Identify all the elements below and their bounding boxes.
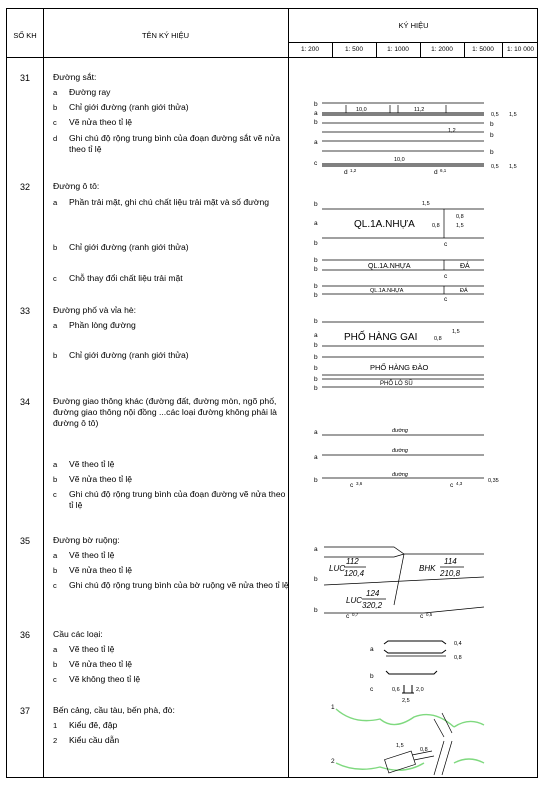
svg-text:b: b [314, 283, 318, 290]
road-label: ĐÁ [460, 288, 468, 294]
row-number: 36 [19, 630, 30, 640]
dimension-label: 1,5 [509, 112, 517, 118]
dimension-label: 2,5 [402, 698, 410, 704]
parcel-label: 120,4 [344, 569, 365, 578]
dimension-label: 0,35 [488, 478, 499, 484]
bridge-symbol [370, 641, 462, 704]
width-note: 3,6 [356, 481, 363, 486]
svg-text:c: c [444, 241, 448, 248]
list-item: c Vẽ nửa theo tỉ lệ [53, 117, 133, 127]
width-note: 4,3 [456, 481, 463, 486]
svg-text:b: b [314, 385, 318, 392]
list-item: c Ghi chú độ rộng trung bình của bờ ruộng vẽ nửa theo tỉ lệ [53, 580, 289, 590]
svg-text:a: a [314, 139, 318, 146]
column-divider [43, 9, 44, 777]
svg-text:LUC: LUC [329, 564, 346, 573]
variant-number: 2 [331, 758, 335, 765]
list-item: b Chỉ giới đường (ranh giới thửa) [53, 242, 189, 252]
row-title: Bến cảng, cầu tàu, bến phà, đò: [53, 705, 175, 715]
road-note: đường [392, 472, 408, 478]
width-note: d [344, 169, 348, 176]
list-item: 2 Kiểu cầu dẫn [53, 735, 120, 745]
row-number: 33 [19, 306, 30, 316]
width-note: 0,5 [426, 612, 433, 617]
dimension-label: 1,5 [422, 201, 430, 207]
list-item: b Chỉ giới đường (ranh giới thửa) [53, 102, 189, 112]
list-item: b Vẽ nửa theo tỉ lệ [53, 565, 133, 575]
svg-text:b: b [370, 673, 374, 680]
street-label: PHỐ LÒ SŨ [380, 381, 413, 387]
street-label: PHỐ HÀNG ĐÀO [370, 363, 429, 372]
svg-text:c: c [444, 273, 448, 280]
header-number: SỐ KH [13, 31, 37, 40]
road-label: QL.1A.NHỰA [354, 219, 415, 230]
dimension-label: 0,6 [392, 687, 400, 693]
scale-label: 1: 500 [344, 46, 364, 53]
scale-label: 1: 10 000 [506, 46, 535, 53]
parcel-label: 114 [444, 557, 457, 566]
dimension-label: 1,5 [456, 223, 464, 229]
svg-text:c: c [314, 160, 318, 167]
svg-text:BHK: BHK [419, 564, 436, 573]
dimension-label: 11,2 [414, 107, 425, 113]
svg-text:b: b [314, 240, 318, 247]
list-item: c Chỗ thay đổi chất liệu trải mặt [53, 273, 183, 283]
parcel-label: 124 [366, 589, 380, 598]
svg-text:b: b [314, 318, 318, 325]
row-number: 35 [19, 536, 30, 546]
legend-sheet [6, 8, 538, 778]
row-title: Đường giao thông khác (đường đất, đường mòn, ngõ phố, đường giao thông nội đồng ...các loại đường không phải là đường ô tô) [53, 396, 277, 428]
svg-text:c: c [346, 613, 350, 620]
svg-text:c: c [370, 686, 374, 693]
svg-text:b: b [490, 132, 494, 139]
svg-text:b: b [314, 477, 318, 484]
dimension-label: 1,2 [448, 128, 456, 134]
road-label: ĐÁ [460, 263, 470, 270]
svg-text:a: a [314, 429, 318, 436]
dimension-label: 1,5 [509, 164, 517, 170]
dimension-label: 0,8 [432, 223, 440, 229]
dike-symbol [314, 546, 484, 620]
list-item: a Đường ray [53, 87, 111, 97]
street-symbol [314, 318, 484, 392]
header-symbol: KÝ HIỆU [398, 21, 429, 30]
list-item: a Phần lòng đường [53, 320, 136, 330]
parcel-label: 112 [346, 557, 359, 566]
symbol-drawings [294, 57, 538, 777]
svg-text:b: b [314, 101, 318, 108]
row-title: Đường sắt: [53, 72, 97, 82]
scale-label: 1: 5000 [472, 46, 494, 53]
row-number: 37 [19, 706, 30, 716]
row-title: Cầu các loại: [53, 629, 103, 639]
svg-text:a: a [314, 546, 318, 553]
svg-text:a: a [314, 220, 318, 227]
list-item: c Vẽ không theo tỉ lệ [53, 674, 141, 684]
dimension-label: 10,0 [394, 157, 405, 163]
list-item: c Ghi chú độ rộng trung bình của đoạn đường vẽ nửa theo tỉ lệ [53, 489, 286, 510]
list-item: a Vẽ theo tỉ lệ [53, 550, 115, 560]
dimension-label: 0,8 [454, 655, 462, 661]
header-name: TÊN KÝ HIỆU [141, 31, 190, 40]
variant-number: 1 [331, 704, 335, 711]
road-note: đường [392, 428, 408, 434]
row-number: 34 [19, 397, 30, 407]
road-label: QL.1A.NHỰA [368, 263, 411, 270]
street-label: PHỐ HÀNG GAI [344, 332, 418, 343]
svg-text:b: b [314, 342, 318, 349]
parcel-label: 320,2 [362, 601, 383, 610]
row-number: 31 [19, 73, 30, 83]
scale-label: 1: 200 [300, 46, 320, 53]
parcel-label: 210,8 [440, 569, 461, 578]
svg-text:b: b [490, 149, 494, 156]
svg-text:b: b [314, 376, 318, 383]
list-item: 1 Kiểu đê, đập [53, 720, 118, 730]
railway-symbol [314, 101, 517, 176]
svg-text:b: b [490, 121, 494, 128]
dimension-label: 1,5 [452, 329, 460, 335]
svg-text:b: b [314, 201, 318, 208]
scale-label: 1: 2000 [431, 46, 453, 53]
dimension-label: 0,8 [434, 336, 442, 342]
row-title: Đường phố và vỉa hè: [53, 305, 137, 315]
svg-text:c: c [450, 482, 454, 489]
svg-text:b: b [314, 119, 318, 126]
svg-text:c: c [420, 613, 424, 620]
road-label: QL.1A.NHỰA [370, 288, 404, 294]
svg-text:a: a [314, 332, 318, 339]
list-item: b Chỉ giới đường (ranh giới thửa) [53, 350, 189, 360]
svg-text:b: b [314, 607, 318, 614]
port-symbol [331, 704, 484, 775]
svg-text:a: a [314, 110, 318, 117]
list-item: a Phần trải mặt, ghi chú chất liệu trải mặt và số đường [53, 197, 270, 207]
list-item: a Vẽ theo tỉ lệ [53, 459, 115, 469]
row-title: Đường bờ ruộng: [53, 535, 120, 545]
svg-text:b: b [314, 266, 318, 273]
dimension-label: 0,4 [454, 641, 462, 647]
svg-text:a: a [370, 646, 374, 653]
other-road-symbol [314, 428, 499, 489]
svg-text:c: c [444, 296, 448, 303]
dimension-label: 0,8 [456, 214, 464, 220]
list-item: a Vẽ theo tỉ lệ [53, 644, 115, 654]
row-number: 32 [19, 182, 30, 192]
list-item: b Vẽ nửa theo tỉ lệ [53, 474, 133, 484]
scale-label: 1: 1000 [387, 46, 409, 53]
dimension-label: 0,5 [491, 164, 499, 170]
dimension-label: 0,8 [420, 747, 428, 753]
dimension-label: 1,5 [396, 743, 404, 749]
svg-text:b: b [314, 576, 318, 583]
road-note: đường [392, 448, 408, 454]
row-title: Đường ô tô: [53, 181, 100, 191]
svg-text:LUC: LUC [346, 596, 363, 605]
list-item: b Vẽ nửa theo tỉ lệ [53, 659, 133, 669]
svg-text:b: b [314, 292, 318, 299]
svg-text:b: b [314, 365, 318, 372]
dimension-label: 2,0 [416, 687, 424, 693]
dimension-label: 10,0 [356, 107, 367, 113]
width-note: 1,2 [350, 168, 357, 173]
width-note: 0,7 [352, 612, 359, 617]
svg-text:c: c [350, 482, 354, 489]
width-note: d [434, 169, 438, 176]
list-item: d Ghi chú độ rộng trung bình của đoạn đường sắt vẽ nửa theo tỉ lệ [53, 133, 281, 154]
road-symbol [314, 201, 484, 303]
width-note: 6,1 [440, 168, 447, 173]
svg-text:a: a [314, 454, 318, 461]
svg-text:b: b [314, 257, 318, 264]
svg-text:b: b [314, 354, 318, 361]
dimension-label: 0,5 [491, 112, 499, 118]
